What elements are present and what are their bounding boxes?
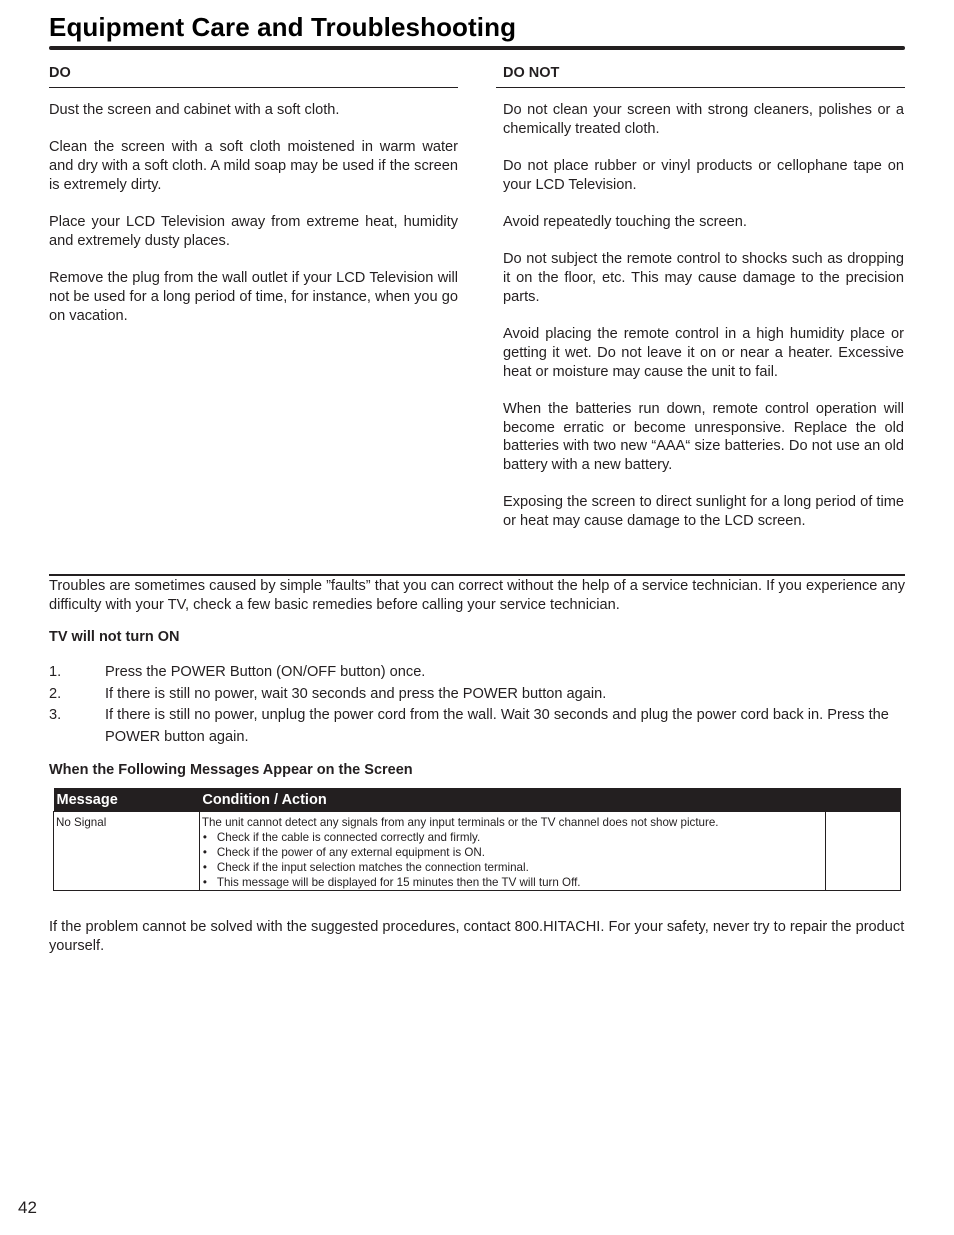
messages-table — [53, 788, 901, 891]
condition-cell — [199, 812, 825, 891]
message-cell: No Signal — [54, 812, 200, 891]
step-number: 3. — [49, 707, 62, 723]
step-text: Press the POWER Button (ON/OFF button) once. — [105, 664, 426, 680]
table-header-row — [54, 788, 901, 812]
bullet-text: Check if the power of any external equipment is ON. — [216, 846, 485, 859]
messages-heading: When the Following Messages Appear on the Screen — [49, 762, 413, 778]
do-not-heading: DO NOT — [496, 65, 905, 88]
do-not-item: When the batteries run down, remote control operation will become erratic or become unresponsive. Replace the old batteries with two new “AAA“ size batteries. Do not use an old battery with a new battery. — [503, 400, 904, 474]
step-item — [49, 684, 905, 706]
do-not-item: Do not subject the remote control to shocks such as dropping it on the floor, etc. This may cause damage to the precision parts. — [503, 251, 904, 305]
title-rule — [49, 46, 905, 50]
step-number: 1. — [49, 664, 62, 680]
bullet-text: Check if the cable is connected correctly and firmly. — [216, 831, 481, 844]
table-row — [54, 812, 901, 891]
bullet-item: • Check if the power of any external equipment is ON. — [202, 846, 485, 859]
bullet-text: This message will be displayed for 15 minutes then the TV will turn Off. — [216, 876, 581, 889]
do-not-item: Do not clean your screen with strong cleaners, polishes or a chemically treated cloth. — [503, 102, 904, 137]
do-item: Place your LCD Television away from extreme heat, humidity and extremely dusty places. — [49, 213, 458, 249]
page-title: Equipment Care and Troubleshooting — [49, 12, 517, 42]
bullet-item: • Check if the input selection matches the connection terminal. — [202, 861, 529, 874]
do-not-list — [503, 101, 904, 549]
do-item: Dust the screen and cabinet with a soft cloth. — [49, 102, 340, 118]
do-not-item: Avoid repeatedly touching the screen. — [503, 213, 747, 230]
troubleshooting-intro: Troubles are sometimes caused by simple ”faults” that you can correct without the help of a service technician. If you experience any difficulty with your TV, check a few basic remedies before calling your service technician. — [49, 578, 905, 613]
step-item — [49, 705, 905, 748]
empty-cell — [826, 812, 901, 891]
step-number: 2. — [49, 685, 62, 702]
header-condition: Condition / Action — [199, 788, 900, 812]
do-not-item: Avoid placing the remote control in a high humidity place or getting it wet. Do not leave it on or near a heater. Excessive heat or moisture may cause the unit to fail. — [503, 325, 904, 380]
power-steps — [49, 662, 905, 748]
closing-text: If the problem cannot be solved with the suggested procedures, contact 800.HITACHI. For your safety, never try to repair the product yourself. — [49, 919, 905, 954]
power-heading: TV will not turn ON — [49, 629, 180, 645]
step-text: If there is still no power, unplug the power cord from the wall. Wait 30 seconds and plug the power cord back in. Press the POWER button again. — [105, 707, 889, 745]
do-item: Clean the screen with a soft cloth moistened in warm water and dry with a soft cloth. A mild soap may be used if the screen is extremely dirty. — [49, 139, 458, 193]
do-heading: DO — [49, 65, 458, 88]
condition-text: The unit cannot detect any signals from any input terminals or the TV channel does not show picture. — [201, 816, 719, 829]
step-item — [49, 662, 905, 684]
do-not-item: Do not place rubber or vinyl products or cellophane tape on your LCD Television. — [503, 157, 904, 193]
bullet-item: • Check if the cable is connected correctly and firmly. — [202, 831, 481, 844]
do-list — [49, 101, 458, 344]
bullet-text: Check if the input selection matches the connection terminal. — [216, 861, 529, 874]
do-not-item: Exposing the screen to direct sunlight for a long period of time or heat may cause damage to the LCD screen. — [503, 494, 904, 530]
step-text: If there is still no power, wait 30 seconds and press the POWER button again. — [105, 685, 607, 702]
bullet-item: • This message will be displayed for 15 minutes then the TV will turn Off. — [202, 876, 581, 889]
header-message: Message — [54, 788, 200, 812]
page-number: 42 — [18, 1198, 37, 1217]
section-rule — [49, 574, 905, 576]
do-item: Remove the plug from the wall outlet if your LCD Television will not be used for a long period of time, for instance, when you go on vacation. — [49, 269, 458, 324]
